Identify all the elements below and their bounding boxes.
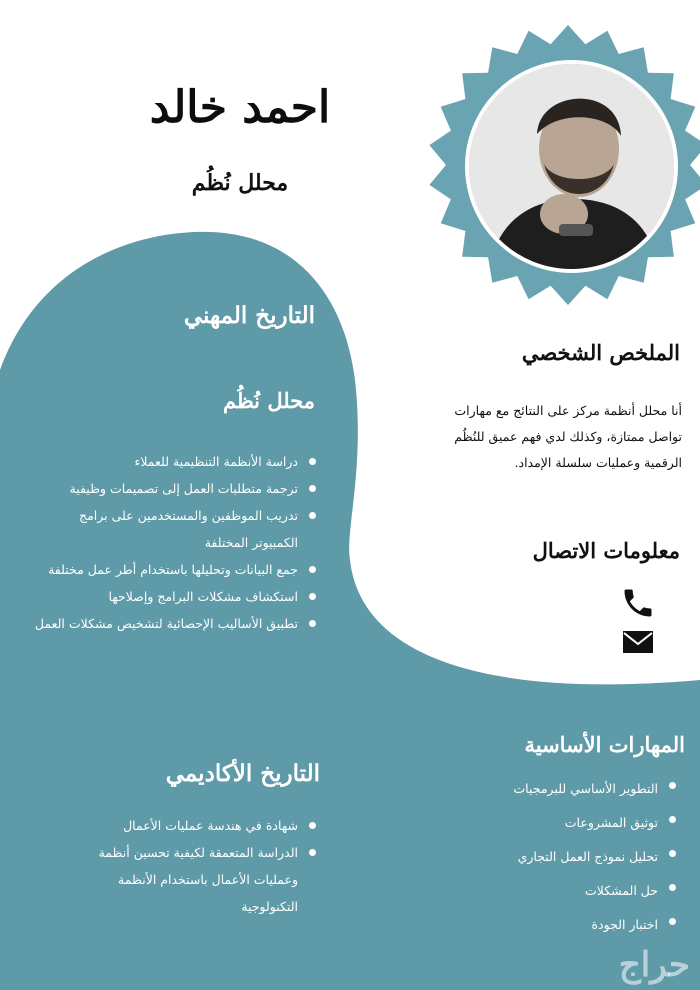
contact-heading: معلومات الاتصال bbox=[532, 538, 680, 563]
profile-text: أنا محلل أنظمة مركز على النتائج مع مهارات تواصل ممتازة، وكذلك لدي فهم عميق للنُظُم الرقمية وعمليات سلسلة الإمداد. bbox=[454, 403, 682, 470]
academic-heading: التاريخ الأكاديمي bbox=[165, 760, 320, 787]
mail-icon[interactable] bbox=[622, 630, 654, 654]
bullet-icon bbox=[309, 566, 316, 573]
skills-heading: المهارات الأساسية bbox=[524, 732, 685, 757]
academic-list bbox=[80, 812, 320, 920]
list-item: اختبار الجودة bbox=[440, 908, 680, 942]
profile-heading: الملخص الشخصي bbox=[521, 340, 680, 365]
list-item: تحليل نموذج العمل التجاري bbox=[440, 840, 680, 874]
career-heading: التاريخ المهني bbox=[183, 302, 315, 329]
bullet-icon bbox=[669, 850, 676, 857]
list-item: جمع البيانات وتحليلها باستخدام أطر عمل مختلفة bbox=[30, 556, 320, 583]
job-title: محلل نُظُم bbox=[191, 170, 289, 196]
list-item: شهادة في هندسة عمليات الأعمال bbox=[80, 812, 320, 839]
list-item: حل المشكلات bbox=[440, 874, 680, 908]
bullet-icon bbox=[309, 512, 316, 519]
list-item: ترجمة متطلبات العمل إلى تصميمات وظيفية bbox=[30, 475, 320, 502]
avatar-icon bbox=[469, 64, 674, 269]
list-item: دراسة الأنظمة التنظيمية للعملاء bbox=[30, 448, 320, 475]
bullet-icon bbox=[669, 884, 676, 891]
skills-list bbox=[440, 772, 680, 942]
bullet-icon bbox=[309, 620, 316, 627]
list-item: استكشاف مشكلات البرامج وإصلاحها bbox=[30, 583, 320, 610]
bullet-icon bbox=[669, 918, 676, 925]
career-role: محلل نُظُم bbox=[222, 388, 315, 413]
bullet-icon bbox=[309, 458, 316, 465]
bullet-icon bbox=[669, 816, 676, 823]
list-item: توثيق المشروعات bbox=[440, 806, 680, 840]
profile-photo bbox=[465, 60, 678, 273]
bullet-icon bbox=[309, 822, 316, 829]
list-item: التطوير الأساسي للبرمجيات bbox=[440, 772, 680, 806]
bullet-icon bbox=[309, 485, 316, 492]
bullet-icon bbox=[309, 849, 316, 856]
career-list bbox=[30, 448, 320, 637]
list-item: تطبيق الأساليب الإحصائية لتشخيص مشكلات العمل bbox=[30, 610, 320, 637]
list-item: تدريب الموظفين والمستخدمين على برامج الكمبيوتر المختلفة bbox=[30, 502, 320, 556]
list-item: الدراسة المتعمقة لكيفية تحسين أنظمة وعمليات الأعمال باستخدام الأنظمة التكنولوجية bbox=[80, 839, 320, 920]
bullet-icon bbox=[309, 593, 316, 600]
bullet-icon bbox=[669, 782, 676, 789]
watermark: حراج bbox=[618, 945, 690, 985]
person-name: احمد خالد bbox=[149, 82, 331, 133]
phone-icon[interactable] bbox=[620, 585, 656, 621]
